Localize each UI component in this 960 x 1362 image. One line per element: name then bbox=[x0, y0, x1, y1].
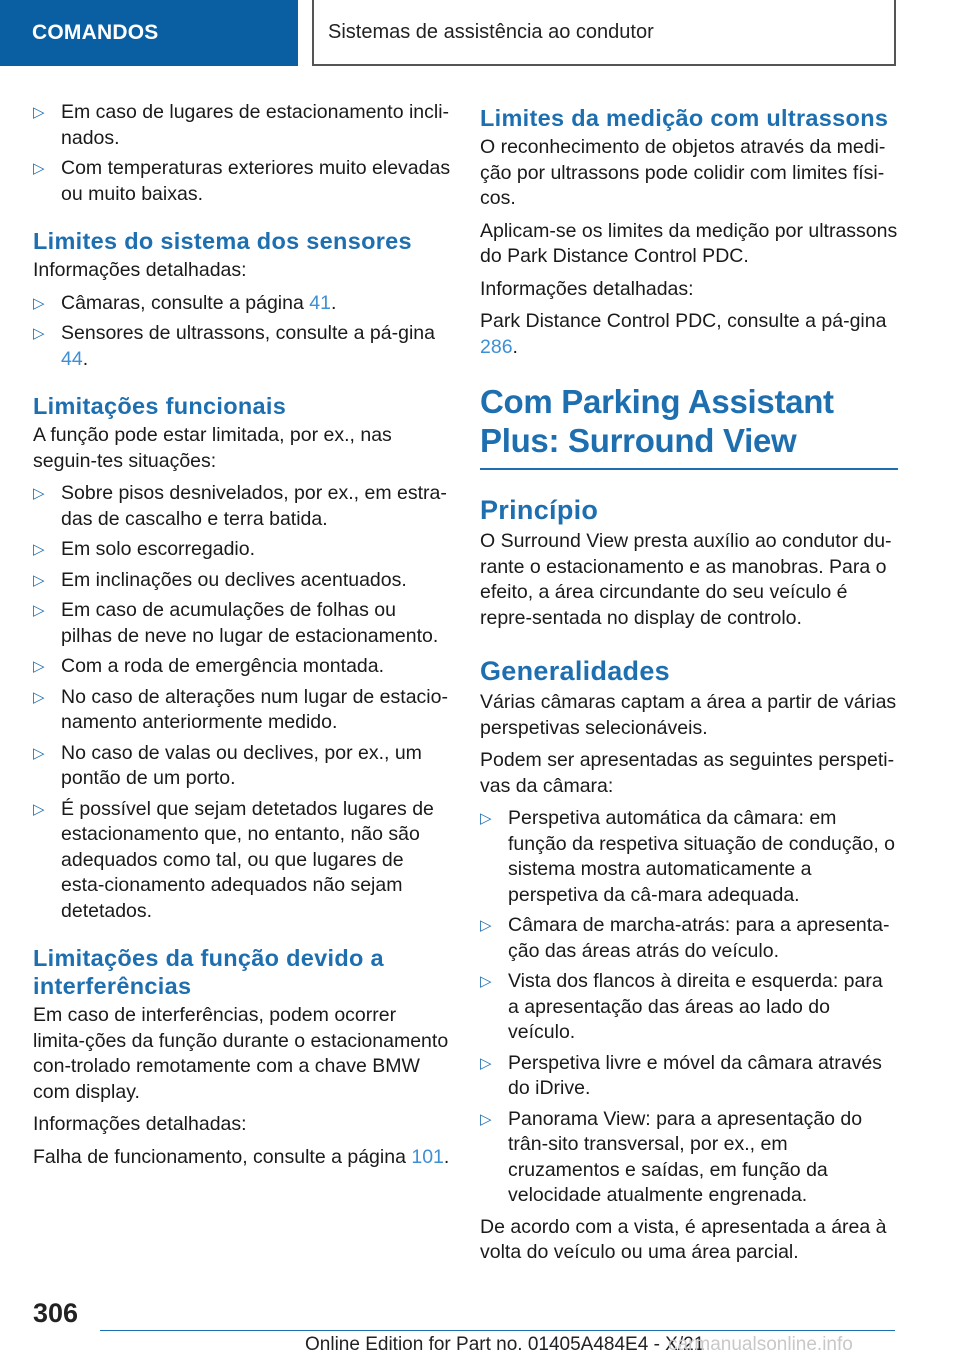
section-title: COMANDOS bbox=[0, 0, 298, 66]
paragraph: Informações detalhadas: bbox=[480, 277, 694, 300]
page-link-44[interactable]: 44 bbox=[61, 347, 83, 370]
section-heading-principio: Princípio bbox=[480, 495, 599, 525]
triangle-right-icon: ▷ bbox=[480, 1054, 492, 1072]
triangle-right-icon: ▷ bbox=[33, 541, 45, 558]
triangle-right-icon: ▷ bbox=[33, 602, 45, 619]
paragraph: Aplicam-se os limites da medição por ultrassons do Park Distance Control PDC. bbox=[480, 219, 898, 267]
list-item: ▷ Em solo escorregadio. bbox=[33, 537, 451, 563]
paragraph: A função pode estar limitada, por ex., nas seguin-tes situações: bbox=[33, 424, 392, 472]
triangle-right-icon: ▷ bbox=[480, 810, 492, 827]
paragraph: Falha de funcionamento, consulte a página 101. bbox=[33, 1145, 450, 1168]
list-item: ▷ Câmara de marcha-atrás: para a apresenta-ção das áreas atrás do veículo. bbox=[480, 914, 890, 962]
paragraph: Várias câmaras captam a área a partir de várias perspetivas selecionáveis. bbox=[480, 691, 897, 739]
paragraph: Informações detalhadas: bbox=[33, 1113, 247, 1135]
list-item: ▷ Perspetiva livre e móvel da câmara através do iDrive. bbox=[480, 1051, 882, 1099]
triangle-right-icon: ▷ bbox=[480, 917, 492, 934]
list-item: ▷ No caso de valas ou declives, por ex., um pontão de um porto. bbox=[33, 741, 422, 789]
section-heading-sensores: Limites do sistema dos sensores bbox=[33, 228, 412, 254]
sensores-list bbox=[33, 291, 451, 373]
paragraph: Em caso de interferências, podem ocorrer limita-ções da função durante o estacionamento con-trolado remotamente com a chave BMW com display. bbox=[33, 1004, 449, 1103]
funcionais-list bbox=[33, 481, 451, 924]
list-item: ▷ No caso de alterações num lugar de estacio-namento anteriormente medido. bbox=[33, 685, 448, 733]
triangle-right-icon: ▷ bbox=[33, 104, 45, 121]
list-item: ▷ Panorama View: para a apresentação do trân-sito transversal, por ex., em cruzamentos e saídas, em função da velocidade atualmente engrenada. bbox=[480, 1107, 863, 1206]
paragraph: Podem ser apresentadas as seguintes perspeti-vas da câmara: bbox=[480, 749, 895, 797]
paragraph: O Surround View presta auxílio ao condutor du-rante o estacionamento e as manobras. Para o efeito, a área circundante do seu veículo é repre-sentada no display de controlo. bbox=[480, 530, 892, 629]
triangle-right-icon: ▷ bbox=[33, 658, 45, 675]
triangle-right-icon: ▷ bbox=[33, 688, 45, 706]
list-item: ▷ Sensores de ultrassons, consulte a pá-gina 44. bbox=[33, 322, 435, 370]
paragraph: O reconhecimento de objetos através da medi-ção por ultrassons pode colidir com limites físi-cos. bbox=[480, 136, 886, 209]
chapter-title: Sistemas de assistência ao condutor bbox=[312, 0, 896, 66]
page-link-101[interactable]: 101 bbox=[411, 1145, 444, 1168]
list-item: ▷ Com a roda de emergência montada. bbox=[33, 654, 451, 680]
list-item: ▷ Perspetiva automática da câmara: em função da respetiva situação de condução, o sistema mostra automaticamente a perspetiva da câ-mara adequada. bbox=[480, 807, 896, 906]
list-item: ▷ Vista dos flancos à direita e esquerda: para a apresentação das áreas ao lado do veículo. bbox=[480, 970, 883, 1043]
right-column bbox=[480, 100, 898, 1273]
camera-views-list bbox=[480, 806, 898, 1209]
edition-note: Online Edition for Part no. 01405A484E4 - X/21 bbox=[305, 1334, 705, 1355]
footer-divider bbox=[100, 1330, 895, 1331]
section-heading-generalidades: Generalidades bbox=[480, 656, 670, 686]
watermark: carmanualsonline.info bbox=[668, 1334, 853, 1355]
triangle-right-icon: ▷ bbox=[33, 325, 45, 342]
main-heading: Com Parking Assistant Plus: Surround View bbox=[480, 382, 898, 470]
triangle-right-icon: ▷ bbox=[480, 1110, 492, 1128]
left-column bbox=[33, 100, 451, 1177]
page-link-41[interactable]: 41 bbox=[309, 291, 331, 314]
list-item: ▷ Em caso de lugares de estacionamento incli-nados. bbox=[33, 101, 450, 149]
page-number: 306 bbox=[33, 1298, 79, 1328]
triangle-right-icon: ▷ bbox=[33, 160, 45, 177]
list-item: ▷ Com temperaturas exteriores muito elevadas ou muito baixas. bbox=[33, 157, 451, 205]
section-heading-interferencias: Limitações da função devido a interferências bbox=[33, 945, 384, 999]
paragraph: De acordo com a vista, é apresentada a área à volta do veículo ou uma área parcial. bbox=[480, 1215, 887, 1263]
list-item: ▷ É possível que sejam detetados lugares de estacionamento que, no entanto, não são adequados como tal, ou que lugares de esta-cionamento adequados não sejam detetados. bbox=[33, 797, 434, 922]
triangle-right-icon: ▷ bbox=[33, 800, 45, 818]
triangle-right-icon: ▷ bbox=[33, 294, 45, 312]
paragraph: Park Distance Control PDC, consulte a pá-gina 286. bbox=[480, 310, 887, 358]
list-item: ▷ Em caso de acumulações de folhas ou pilhas de neve no lugar de estacionamento. bbox=[33, 599, 439, 647]
list-item: ▷ Sobre pisos desnivelados, por ex., em estra-das de cascalho e terra batida. bbox=[33, 482, 447, 530]
triangle-right-icon: ▷ bbox=[33, 485, 45, 502]
list-item: ▷ Câmaras, consulte a página 41. bbox=[33, 291, 451, 317]
list-item: ▷ Em inclinações ou declives acentuados. bbox=[33, 568, 451, 594]
intro-list bbox=[33, 100, 451, 207]
section-heading-ultrassons: Limites da medição com ultrassons bbox=[480, 105, 889, 131]
triangle-right-icon: ▷ bbox=[480, 973, 492, 990]
section-heading-funcionais: Limitações funcionais bbox=[33, 393, 287, 419]
paragraph: Informações detalhadas: bbox=[33, 259, 247, 281]
page-header bbox=[0, 0, 960, 66]
triangle-right-icon: ▷ bbox=[33, 744, 45, 762]
triangle-right-icon: ▷ bbox=[33, 571, 45, 589]
page-link-286[interactable]: 286 bbox=[480, 335, 513, 358]
